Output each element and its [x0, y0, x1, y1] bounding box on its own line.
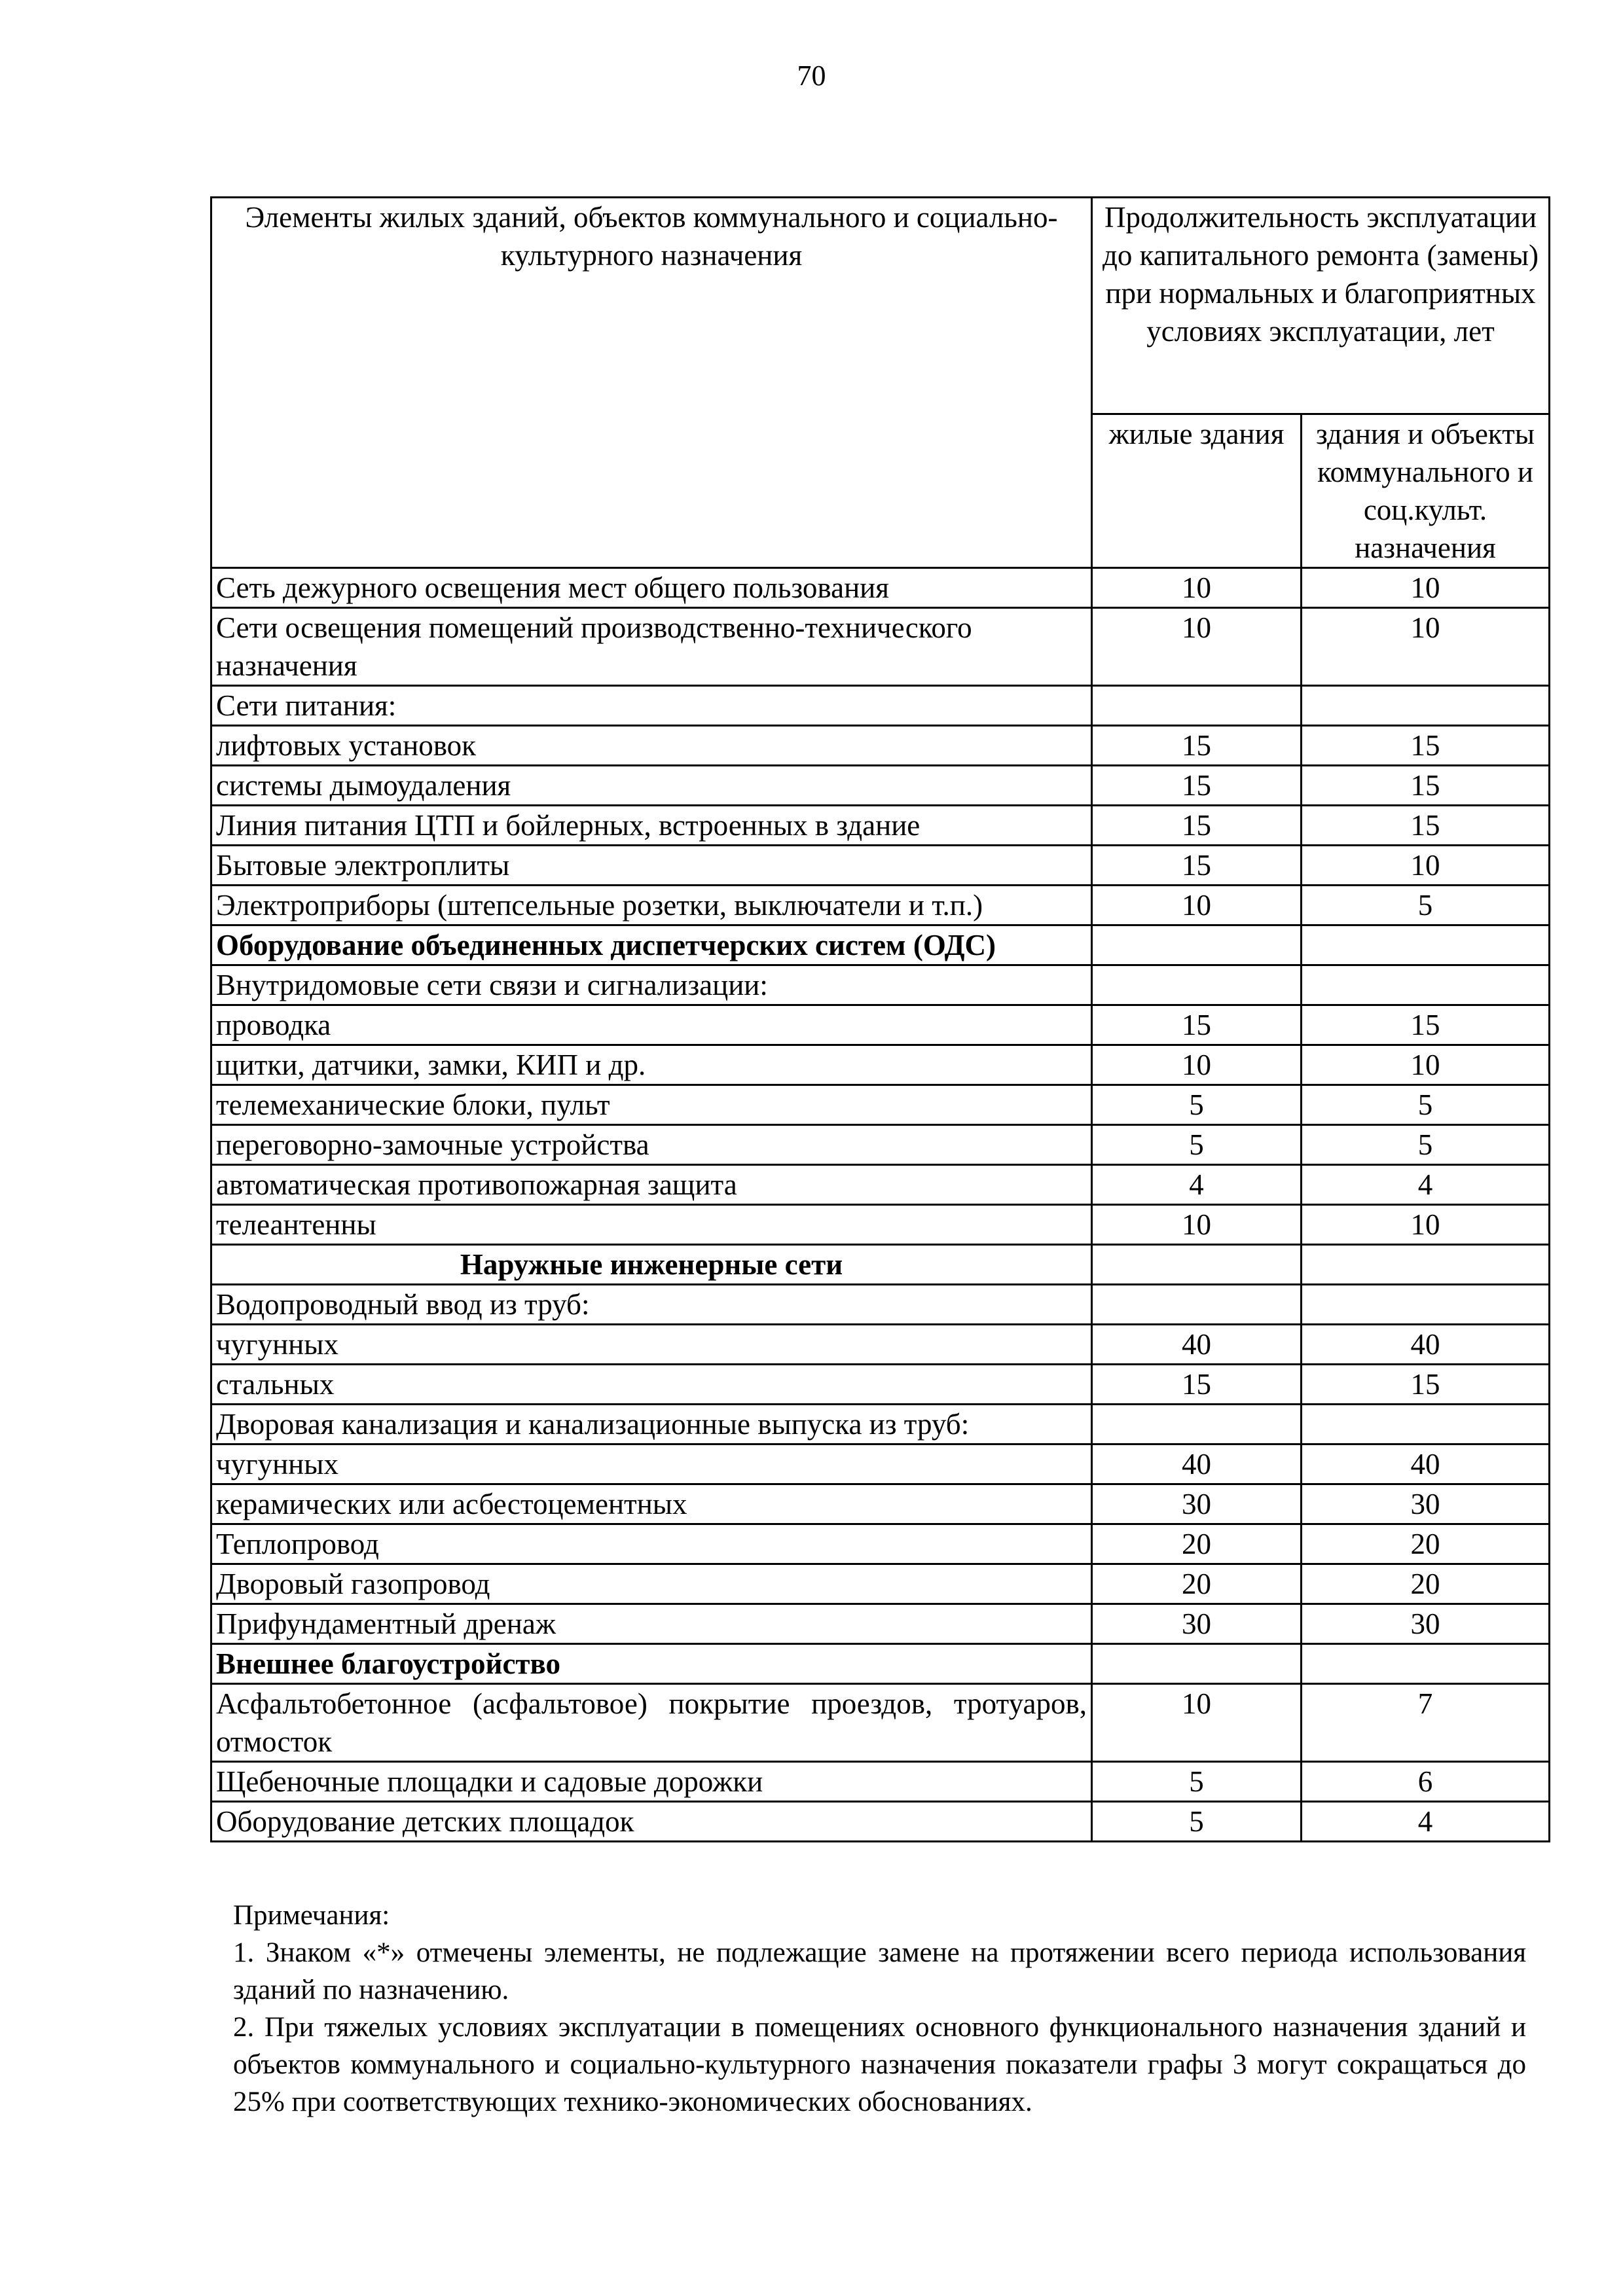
row-label: Сети освещения помещений производственно-технического назначения [211, 608, 1092, 686]
table-row [211, 686, 1550, 726]
table-row [211, 1684, 1550, 1762]
section-heading-ods: Оборудование объединенных диспетчерских систем (ОДС) [211, 925, 1092, 965]
table-row-section [211, 1245, 1550, 1285]
row-residential: 10 [1092, 886, 1302, 925]
row-residential: 10 [1092, 1045, 1302, 1085]
table-row [211, 1802, 1550, 1842]
row-label: Электроприборы (штепсельные розетки, выключатели и т.п.) [211, 886, 1092, 925]
header-residential: жилые здания [1092, 414, 1302, 568]
row-residential: 10 [1092, 1684, 1302, 1762]
row-communal: 15 [1302, 806, 1550, 846]
row-label: переговорно-замочные устройства [211, 1125, 1092, 1165]
row-label: лифтовых установок [211, 726, 1092, 766]
row-label: системы дымоудаления [211, 766, 1092, 806]
table-row [211, 1085, 1550, 1125]
table-row-section [211, 925, 1550, 965]
row-label: чугунных [211, 1444, 1092, 1484]
table-row [211, 1205, 1550, 1245]
table-row [211, 766, 1550, 806]
row-residential [1092, 686, 1302, 726]
header-elements: Элементы жилых зданий, объектов коммунального и социально-культурного назначения [211, 198, 1092, 568]
service-life-table [210, 196, 1550, 1842]
row-communal [1302, 1405, 1550, 1444]
row-label: Водопроводный ввод из труб: [211, 1285, 1092, 1325]
row-label: Дворовый газопровод [211, 1564, 1092, 1604]
row-communal: 40 [1302, 1444, 1550, 1484]
table-row [211, 846, 1550, 886]
row-label: Внутридомовые сети связи и сигнализации: [211, 965, 1092, 1005]
row-label: керамических или асбестоцементных [211, 1484, 1092, 1524]
row-label: Дворовая канализация и канализационные выпуска из труб: [211, 1405, 1092, 1444]
row-communal [1302, 1245, 1550, 1285]
row-residential [1092, 1644, 1302, 1684]
table-row [211, 568, 1550, 608]
table-row [211, 1045, 1550, 1085]
row-communal: 4 [1302, 1802, 1550, 1842]
row-label: чугунных [211, 1325, 1092, 1365]
row-residential: 5 [1092, 1125, 1302, 1165]
row-residential: 15 [1092, 766, 1302, 806]
row-label: Оборудование детских площадок [211, 1802, 1092, 1842]
row-label: стальных [211, 1365, 1092, 1405]
row-communal: 10 [1302, 1045, 1550, 1085]
table-row [211, 886, 1550, 925]
row-communal: 15 [1302, 1365, 1550, 1405]
row-communal: 5 [1302, 1085, 1550, 1125]
row-residential [1092, 925, 1302, 965]
table-row [211, 1484, 1550, 1524]
table-row [211, 608, 1550, 686]
table-row [211, 1604, 1550, 1644]
table-row [211, 1365, 1550, 1405]
row-residential: 15 [1092, 846, 1302, 886]
row-label: Асфальтобетонное (асфальтовое) покрытие проездов, тротуаров, отмосток [211, 1684, 1092, 1762]
row-communal [1302, 686, 1550, 726]
row-communal: 15 [1302, 1005, 1550, 1045]
note-item: 2. При тяжелых условиях эксплуатации в помещениях основного функционального назначения зданий и объектов коммунального и социально-культурного назначения показатели графы 3 могут сокращаться до 25% при соответствующих технико-экономических обоснованиях. [233, 2012, 1526, 2117]
row-label: Линия питания ЦТП и бойлерных, встроенных в здание [211, 806, 1092, 846]
row-residential [1092, 1285, 1302, 1325]
row-communal: 15 [1302, 726, 1550, 766]
row-communal: 10 [1302, 568, 1550, 608]
notes-title: Примечания: [233, 1900, 390, 1931]
row-communal [1302, 1285, 1550, 1325]
table-row [211, 1125, 1550, 1165]
row-communal: 30 [1302, 1604, 1550, 1644]
row-residential: 15 [1092, 1005, 1302, 1045]
row-residential [1092, 1245, 1302, 1285]
row-communal [1302, 1644, 1550, 1684]
table-row [211, 1325, 1550, 1365]
row-residential: 20 [1092, 1564, 1302, 1604]
row-communal: 5 [1302, 886, 1550, 925]
row-residential: 20 [1092, 1524, 1302, 1564]
header-communal: здания и объекты коммунального и соц.культ. назначения [1302, 414, 1550, 568]
table-row [211, 1005, 1550, 1045]
row-residential: 5 [1092, 1762, 1302, 1802]
row-label: щитки, датчики, замки, КИП и др. [211, 1045, 1092, 1085]
row-residential: 15 [1092, 806, 1302, 846]
row-residential: 10 [1092, 1205, 1302, 1245]
row-label: Сети питания: [211, 686, 1092, 726]
row-label: проводка [211, 1005, 1092, 1045]
row-label: Бытовые электроплиты [211, 846, 1092, 886]
table-row [211, 726, 1550, 766]
table-row-section [211, 1644, 1550, 1684]
row-communal: 7 [1302, 1684, 1550, 1762]
row-residential: 10 [1092, 608, 1302, 686]
section-heading-landscaping: Внешнее благоустройство [211, 1644, 1092, 1684]
row-residential: 40 [1092, 1444, 1302, 1484]
row-label: автоматическая противопожарная защита [211, 1165, 1092, 1205]
table-row [211, 1524, 1550, 1564]
row-residential [1092, 1405, 1302, 1444]
table-row [211, 806, 1550, 846]
row-communal: 40 [1302, 1325, 1550, 1365]
row-communal: 15 [1302, 766, 1550, 806]
row-communal: 30 [1302, 1484, 1550, 1524]
row-label: Теплопровод [211, 1524, 1092, 1564]
note-item: 1. Знаком «*» отмечены элементы, не подлежащие замене на протяжении всего периода использования зданий по назначению. [233, 1937, 1526, 2005]
row-residential: 40 [1092, 1325, 1302, 1365]
section-heading-external-networks: Наружные инженерные сети [211, 1245, 1092, 1285]
row-residential: 15 [1092, 1365, 1302, 1405]
row-residential: 15 [1092, 726, 1302, 766]
row-label: Сеть дежурного освещения мест общего пользования [211, 568, 1092, 608]
row-communal: 10 [1302, 1205, 1550, 1245]
row-communal: 5 [1302, 1125, 1550, 1165]
row-residential: 4 [1092, 1165, 1302, 1205]
table-row [211, 1285, 1550, 1325]
page-number: 70 [797, 60, 826, 92]
row-communal: 6 [1302, 1762, 1550, 1802]
table-header-row [211, 198, 1550, 414]
row-residential: 5 [1092, 1085, 1302, 1125]
table-row [211, 965, 1550, 1005]
row-communal [1302, 965, 1550, 1005]
table-row [211, 1405, 1550, 1444]
row-communal: 4 [1302, 1165, 1550, 1205]
row-communal: 20 [1302, 1524, 1550, 1564]
row-label: Щебеночные площадки и садовые дорожки [211, 1762, 1092, 1802]
table-row [211, 1762, 1550, 1802]
row-label: телеантенны [211, 1205, 1092, 1245]
table-row [211, 1165, 1550, 1205]
row-residential: 30 [1092, 1484, 1302, 1524]
table-row [211, 1564, 1550, 1604]
header-duration: Продолжительность эксплуатации до капитального ремонта (замены) при нормальных и благоприятных условиях эксплуатации, лет [1092, 198, 1550, 414]
row-communal: 20 [1302, 1564, 1550, 1604]
row-residential: 30 [1092, 1604, 1302, 1644]
table-row [211, 1444, 1550, 1484]
row-residential: 10 [1092, 568, 1302, 608]
row-label: телемеханические блоки, пульт [211, 1085, 1092, 1125]
row-communal: 10 [1302, 846, 1550, 886]
row-residential: 5 [1092, 1802, 1302, 1842]
row-communal [1302, 925, 1550, 965]
row-label: Прифундаментный дренаж [211, 1604, 1092, 1644]
row-residential [1092, 965, 1302, 1005]
row-communal: 10 [1302, 608, 1550, 686]
notes-section [233, 1897, 1526, 2121]
